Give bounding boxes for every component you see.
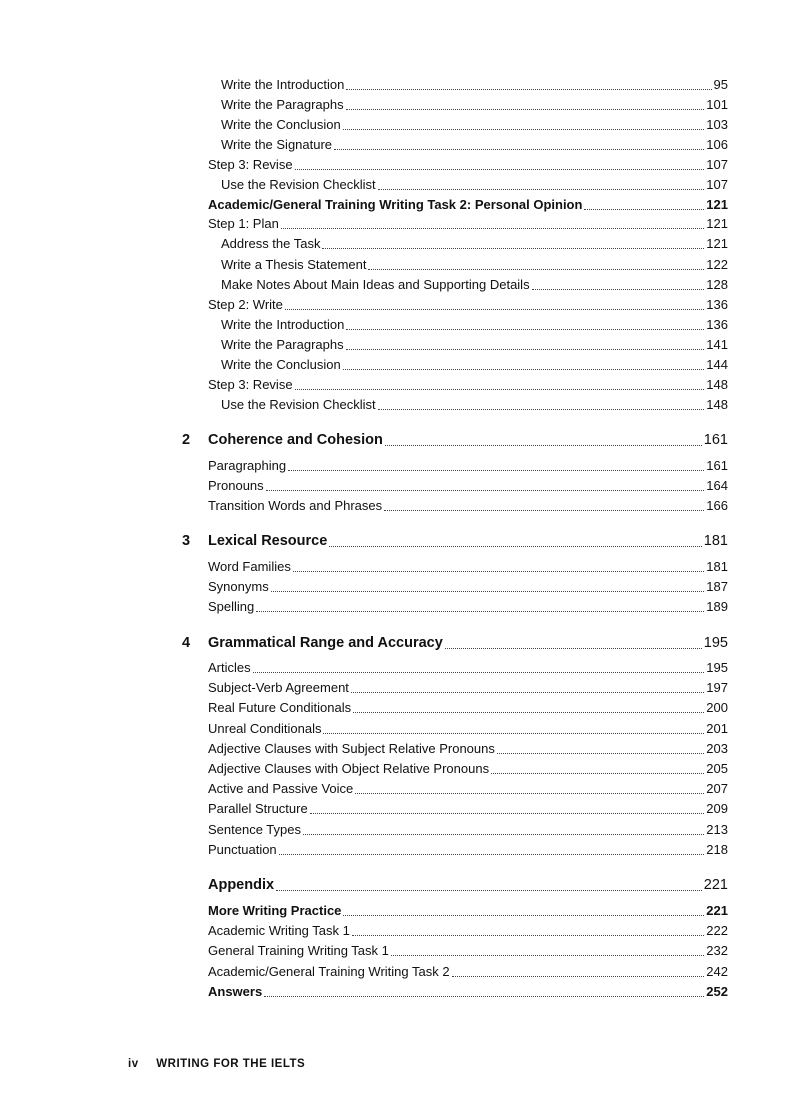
toc-entry — [208, 841, 728, 859]
dot-leader — [497, 753, 704, 754]
toc-entry-page: 121 — [706, 236, 728, 251]
dot-leader — [385, 445, 702, 446]
dot-leader — [271, 591, 705, 592]
toc-entry-page: 95 — [713, 77, 728, 92]
toc-entry — [208, 578, 728, 596]
page-footer — [128, 1058, 305, 1070]
toc-entry — [221, 396, 728, 414]
toc-entry-page: 213 — [706, 822, 728, 837]
dot-leader — [355, 793, 704, 794]
toc-entry-title: Articles — [208, 660, 251, 675]
toc-entry-title: Write the Paragraphs — [221, 337, 344, 352]
toc-entry — [208, 598, 728, 616]
toc-section-heading — [208, 983, 728, 1001]
toc-entry-title: Punctuation — [208, 842, 277, 857]
toc-entry — [208, 780, 728, 798]
toc-entry-page: 122 — [706, 257, 728, 272]
toc-entry-title: Address the Task — [221, 236, 321, 251]
toc-entry-page: 121 — [706, 216, 728, 231]
toc-entry — [208, 679, 728, 697]
toc-entry-title: Step 3: Revise — [208, 377, 293, 392]
toc-entry-page: 164 — [706, 478, 728, 493]
toc-entry-title: Word Families — [208, 559, 291, 574]
dot-leader — [384, 510, 704, 511]
chapter-number: 4 — [182, 635, 191, 651]
toc-entry-title: Academic/General Training Writing Task 2 — [208, 964, 450, 979]
toc-entry-page: 107 — [706, 157, 728, 172]
chapter-title: Lexical Resource — [208, 533, 328, 549]
toc-entry-title: Write the Paragraphs — [221, 97, 344, 112]
toc-entry-title: Make Notes About Main Ideas and Supporting Details — [221, 277, 530, 292]
dot-leader — [281, 228, 704, 229]
dot-leader — [295, 169, 705, 170]
toc-entry-page: 197 — [706, 680, 728, 695]
toc-entry-title: Adjective Clauses with Subject Relative Pronouns — [208, 741, 495, 756]
toc-entry — [221, 256, 728, 274]
dot-leader — [295, 389, 705, 390]
dot-leader — [310, 813, 705, 814]
toc-entry-page: 166 — [706, 498, 728, 513]
toc-entry-page: 203 — [706, 741, 728, 756]
toc-entry-page: 148 — [706, 397, 728, 412]
toc-entry-page: 195 — [706, 660, 728, 675]
toc-entry — [208, 821, 728, 839]
toc-entry-title: Academic Writing Task 1 — [208, 923, 350, 938]
toc-entry — [208, 760, 728, 778]
toc-entry — [208, 963, 728, 981]
dot-leader — [334, 149, 704, 150]
dot-leader — [532, 289, 705, 290]
toc-entry — [208, 296, 728, 314]
toc-entry-title: Academic/General Training Writing Task 2: Personal Opinion — [208, 197, 583, 212]
chapter-heading — [208, 633, 728, 653]
toc-entry-page: 181 — [703, 533, 728, 549]
chapter-number: 3 — [182, 533, 191, 549]
toc-entry-page: 189 — [706, 599, 728, 614]
toc-entry-title: Adjective Clauses with Object Relative Pronouns — [208, 761, 490, 776]
dot-leader — [351, 692, 704, 693]
toc-entry-page: 144 — [706, 357, 728, 372]
toc-section-heading — [208, 902, 728, 920]
toc-entry — [208, 699, 728, 717]
toc-entry-page: 101 — [706, 97, 728, 112]
chapter-heading — [208, 430, 728, 450]
toc-entry-title: Transition Words and Phrases — [208, 498, 383, 513]
toc-entry — [208, 477, 728, 495]
toc-entry — [221, 136, 728, 154]
toc-entry-page: 103 — [706, 117, 728, 132]
toc-entry-page: 242 — [706, 964, 728, 979]
toc-entry-page: 136 — [706, 297, 728, 312]
toc-entry-page: 207 — [706, 781, 728, 796]
toc-entry-page: 218 — [706, 842, 728, 857]
dot-leader — [323, 733, 704, 734]
dot-leader — [266, 490, 705, 491]
toc-entry-page: 128 — [706, 277, 728, 292]
dot-leader — [353, 712, 704, 713]
dot-leader — [264, 996, 704, 997]
toc-entry-title: Real Future Conditionals — [208, 700, 352, 715]
toc-entry-title: Write the Conclusion — [221, 117, 341, 132]
toc-entry-title: General Training Writing Task 1 — [208, 943, 389, 958]
toc-entry-title: Step 1: Plan — [208, 216, 279, 231]
toc-entry — [208, 922, 728, 940]
toc-entry-title: Unreal Conditionals — [208, 721, 322, 736]
dot-leader — [346, 329, 704, 330]
toc-entry-page: 252 — [706, 984, 728, 999]
dot-leader — [452, 976, 705, 977]
dot-leader — [343, 129, 705, 130]
toc-entry — [221, 96, 728, 114]
dot-leader — [322, 248, 704, 249]
toc-entry — [221, 176, 728, 194]
toc-entry — [221, 276, 728, 294]
dot-leader — [346, 89, 711, 90]
toc-entry-page: 195 — [703, 635, 728, 651]
toc-entry-page: 200 — [706, 700, 728, 715]
toc-entry — [208, 740, 728, 758]
toc-entry-page: 107 — [706, 177, 728, 192]
toc-entry — [208, 156, 728, 174]
dot-leader — [346, 109, 705, 110]
chapter-title: Coherence and Cohesion — [208, 432, 383, 448]
toc-entry-page: 209 — [706, 801, 728, 816]
appendix-heading — [208, 875, 728, 895]
dot-leader — [445, 648, 702, 649]
running-title: WRITING FOR THE IELTS — [156, 1058, 306, 1070]
dot-leader — [343, 915, 704, 916]
toc-entry — [221, 235, 728, 253]
toc-entry-page: 161 — [703, 432, 728, 448]
toc-entry — [221, 116, 728, 134]
toc-entry-title: Step 3: Revise — [208, 157, 293, 172]
toc-entry-title: Pronouns — [208, 478, 264, 493]
dot-leader — [253, 672, 705, 673]
toc-entry-page: 181 — [706, 559, 728, 574]
toc-entry-page: 187 — [706, 579, 728, 594]
toc-entry-title: Write a Thesis Statement — [221, 257, 367, 272]
dot-leader — [288, 470, 704, 471]
toc-entry-page: 148 — [706, 377, 728, 392]
toc-entry — [221, 356, 728, 374]
toc-entry-title: Subject-Verb Agreement — [208, 680, 349, 695]
toc-entry — [208, 942, 728, 960]
toc-entry-title: Use the Revision Checklist — [221, 397, 376, 412]
toc-entry — [208, 215, 728, 233]
toc-entry-title: Write the Signature — [221, 137, 333, 152]
dot-leader — [256, 611, 704, 612]
toc-entry — [208, 720, 728, 738]
page-number: iv — [128, 1058, 139, 1070]
chapter-number: 2 — [182, 432, 191, 448]
appendix-title: Appendix — [208, 877, 275, 893]
toc-entry-page: 221 — [703, 877, 728, 893]
dot-leader — [279, 854, 705, 855]
dot-leader — [391, 955, 704, 956]
toc-entry-page: 161 — [706, 458, 728, 473]
toc-entry-page: 201 — [706, 721, 728, 736]
toc-entry-title: Paragraphing — [208, 458, 287, 473]
dot-leader — [293, 571, 704, 572]
dot-leader — [378, 409, 705, 410]
dot-leader — [368, 269, 704, 270]
toc-entry-title: Use the Revision Checklist — [221, 177, 376, 192]
toc-entry-title: Active and Passive Voice — [208, 781, 354, 796]
toc-entry-page: 121 — [706, 197, 728, 212]
toc-entry — [208, 457, 728, 475]
dot-leader — [329, 546, 702, 547]
toc-entry-title: Answers — [208, 984, 263, 999]
toc-entry-page: 136 — [706, 317, 728, 332]
dot-leader — [276, 890, 702, 891]
toc-entry-title: Spelling — [208, 599, 255, 614]
toc-entry — [221, 336, 728, 354]
toc-entry-title: Sentence Types — [208, 822, 301, 837]
toc-entry-title: Synonyms — [208, 579, 269, 594]
dot-leader — [352, 935, 704, 936]
dot-leader — [491, 773, 704, 774]
toc-entry-page: 221 — [706, 903, 728, 918]
dot-leader — [584, 209, 704, 210]
toc-entry-page: 205 — [706, 761, 728, 776]
dot-leader — [378, 189, 705, 190]
toc-entry-page: 106 — [706, 137, 728, 152]
dot-leader — [303, 834, 704, 835]
dot-leader — [346, 349, 705, 350]
toc-section-heading — [208, 196, 728, 214]
toc-entry — [208, 558, 728, 576]
toc-entry-page: 141 — [706, 337, 728, 352]
toc-entry — [208, 497, 728, 515]
toc-entry — [208, 800, 728, 818]
dot-leader — [285, 309, 704, 310]
toc-entry-title: More Writing Practice — [208, 903, 342, 918]
toc-entry-title: Write the Conclusion — [221, 357, 341, 372]
toc-entry — [208, 376, 728, 394]
chapter-title: Grammatical Range and Accuracy — [208, 635, 443, 651]
toc-entry-page: 232 — [706, 943, 728, 958]
toc-entry — [221, 76, 728, 94]
toc-entry-page: 222 — [706, 923, 728, 938]
chapter-heading — [208, 531, 728, 551]
dot-leader — [343, 369, 705, 370]
toc-entry-title: Write the Introduction — [221, 77, 345, 92]
toc-entry-title: Write the Introduction — [221, 317, 345, 332]
toc-entry-title: Step 2: Write — [208, 297, 283, 312]
toc-entry — [221, 316, 728, 334]
toc-entry — [208, 659, 728, 677]
toc-entry-title: Parallel Structure — [208, 801, 308, 816]
